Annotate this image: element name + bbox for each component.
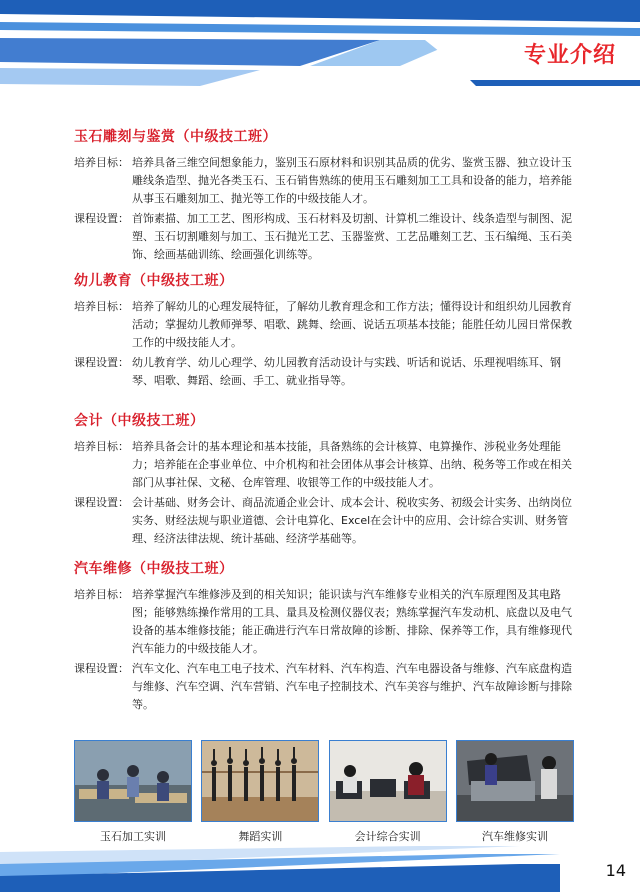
- accounting-lab-photo: [329, 740, 447, 822]
- photo-caption: 玉石加工实训: [100, 830, 166, 843]
- photo-caption: 会计综合实训: [354, 830, 421, 843]
- row-text: 汽车文化、汽车电工电子技术、汽车材料、汽车构造、汽车电器设备与维修、汽车底盘构造与维修、汽车空调、汽车营销、汽车电子控制技术、汽车美容与维护、汽车故障诊断与排除等。: [132, 662, 572, 711]
- row-label: 课程设置：: [74, 212, 129, 225]
- row-label: 培养目标：: [74, 440, 129, 453]
- photo-jade-workshop: [74, 740, 192, 843]
- jade-workshop-photo: [74, 740, 192, 822]
- section-title: 玉石雕刻与鉴赏（中级技工班）: [74, 129, 277, 145]
- goal-row: [74, 154, 574, 208]
- row-text: 首饰素描、加工工艺、图形构成、玉石材料及切割、计算机二维设计、线条造型与制图、泥塑、玉石切割雕刻与加工、玉石抛光工艺、玉器鉴赏、工艺品雕刻工艺、玉石编绳、玉石美饰、绘画基础训练、绘画强化训练等。: [132, 212, 572, 261]
- row-text: 幼儿教育学、幼儿心理学、幼儿园教育活动设计与实践、听话和说话、乐理视唱练耳、钢琴、唱歌、舞蹈、绘画、手工、就业指导等。: [132, 356, 561, 387]
- goal-row: [74, 586, 574, 658]
- row-label: 培养目标：: [74, 588, 129, 601]
- row-text: 培养了解幼儿的心理发展特征，了解幼儿教育理念和工作方法；懂得设计和组织幼儿园教育活动；掌握幼儿教师弹琴、唱歌、跳舞、绘画、说话五项基本技能；能胜任幼儿园日常保教工作的中级技能人才。: [132, 300, 572, 349]
- photo-accounting-lab: [329, 740, 447, 843]
- photo-caption: 舞蹈实训: [238, 830, 283, 843]
- section-title: 会计（中级技工班）: [74, 413, 205, 429]
- section-accounting: [74, 410, 574, 550]
- footer-stripes: [0, 846, 640, 892]
- row-label: 培养目标：: [74, 156, 129, 169]
- section-early-childhood: [74, 270, 574, 392]
- course-row: [74, 494, 574, 548]
- goal-row: [74, 298, 574, 352]
- row-label: 培养目标：: [74, 300, 129, 313]
- course-row: [74, 210, 574, 264]
- course-row: [74, 660, 574, 714]
- photo-caption: 汽车维修实训: [481, 830, 548, 843]
- section-jade-carving: [74, 126, 574, 266]
- course-row: [74, 354, 574, 390]
- photo-strip: [74, 740, 574, 843]
- auto-repair-photo: [456, 740, 574, 822]
- photo-dance-studio: [201, 740, 319, 843]
- dance-studio-photo: [201, 740, 319, 822]
- row-label: 课程设置：: [74, 496, 129, 509]
- row-text: 会计基础、财务会计、商品流通企业会计、成本会计、税收实务、初级会计实务、出纳岗位实务、财经法规与职业道德、会计电算化、Excel在会计中的应用、会计综合实训、财务管理、经济法律法规、统计基础、经济学基础等。: [132, 496, 572, 545]
- row-label: 课程设置：: [74, 662, 129, 675]
- row-text: 培养具备三维空间想象能力，鉴别玉石原材料和识别其品质的优劣、鉴赏玉器、独立设计玉雕线条造型、抛光各类玉石、玉石销售熟练的使用玉石雕刻加工工具和设备的能力，培养能从事玉石雕刻加工、抛光等工作的中级技能人才。: [132, 156, 572, 205]
- section-title: 汽车维修（中级技工班）: [74, 561, 234, 577]
- row-text: 培养具备会计的基本理论和基本技能，具备熟练的会计核算、电算操作、涉税业务处理能力；培养能在企事业单位、中介机构和社会团体从事会计核算、出纳、税务等工作或在相关部门从事社保、文秘、仓库管理、收银等工作的中级技能人才。: [132, 440, 572, 489]
- section-auto-repair: [74, 558, 574, 716]
- row-label: 课程设置：: [74, 356, 129, 369]
- page-title: 专业介绍: [523, 43, 616, 68]
- section-title: 幼儿教育（中级技工班）: [74, 273, 234, 289]
- row-text: 培养掌握汽车维修涉及到的相关知识；能识读与汽车维修专业相关的汽车原理图及其电路图；能够熟练操作常用的工具、量具及检测仪器仪表；熟练掌握汽车发动机、底盘以及电气设备的基本维修技能；能正确进行汽车日常故障的诊断、排除、保养等工作，具有维修现代汽车能力的中级技能人才。: [132, 588, 572, 655]
- goal-row: [74, 438, 574, 492]
- page-number: 14: [605, 861, 626, 880]
- photo-auto-repair: [456, 740, 574, 843]
